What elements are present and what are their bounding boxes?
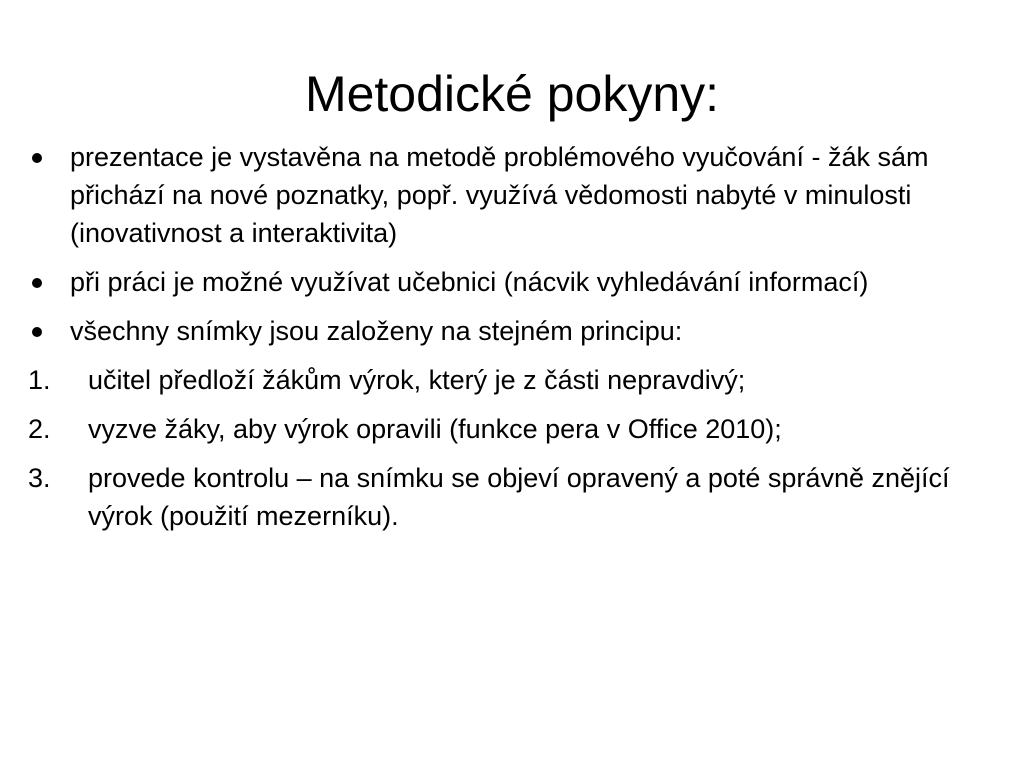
slide-title: Metodické pokyny: [304, 66, 720, 122]
numbered-item [28, 361, 1018, 399]
bullet-dot-icon [32, 153, 42, 163]
bullet-item [28, 312, 1018, 350]
numbered-item [28, 410, 1018, 448]
bullet-text: všechny snímky jsou založeny na stejném principu: [70, 316, 683, 346]
numbered-text: vyzve žáky, aby výrok opravili (funkce pera v Office 2010); [88, 414, 782, 444]
bullet-text: prezentace je vystavěna na metodě problémového vyučování - žák sám přichází na nové poznatky, popř. využívá vědomosti nabyté v minulosti (inovativnost a interaktivita) [70, 142, 929, 248]
bullet-item [28, 263, 1018, 301]
bullet-item [28, 138, 1018, 252]
bullet-dot-icon [32, 327, 42, 337]
numbered-text: provede kontrolu – na snímku se objeví opravený a poté správně znějící výrok (použití mezerníku). [88, 463, 950, 531]
number-marker: 3. [28, 463, 51, 493]
number-marker: 1. [28, 365, 51, 395]
bullet-text: při práci je možné využívat učebnici (nácvik vyhledávání informací) [70, 267, 869, 297]
numbered-item [28, 459, 1018, 535]
numbered-text: učitel předloží žákům výrok, který je z části nepravdivý; [88, 365, 746, 395]
bullet-dot-icon [32, 278, 42, 288]
number-marker: 2. [28, 414, 51, 444]
slide-body [28, 138, 1018, 546]
